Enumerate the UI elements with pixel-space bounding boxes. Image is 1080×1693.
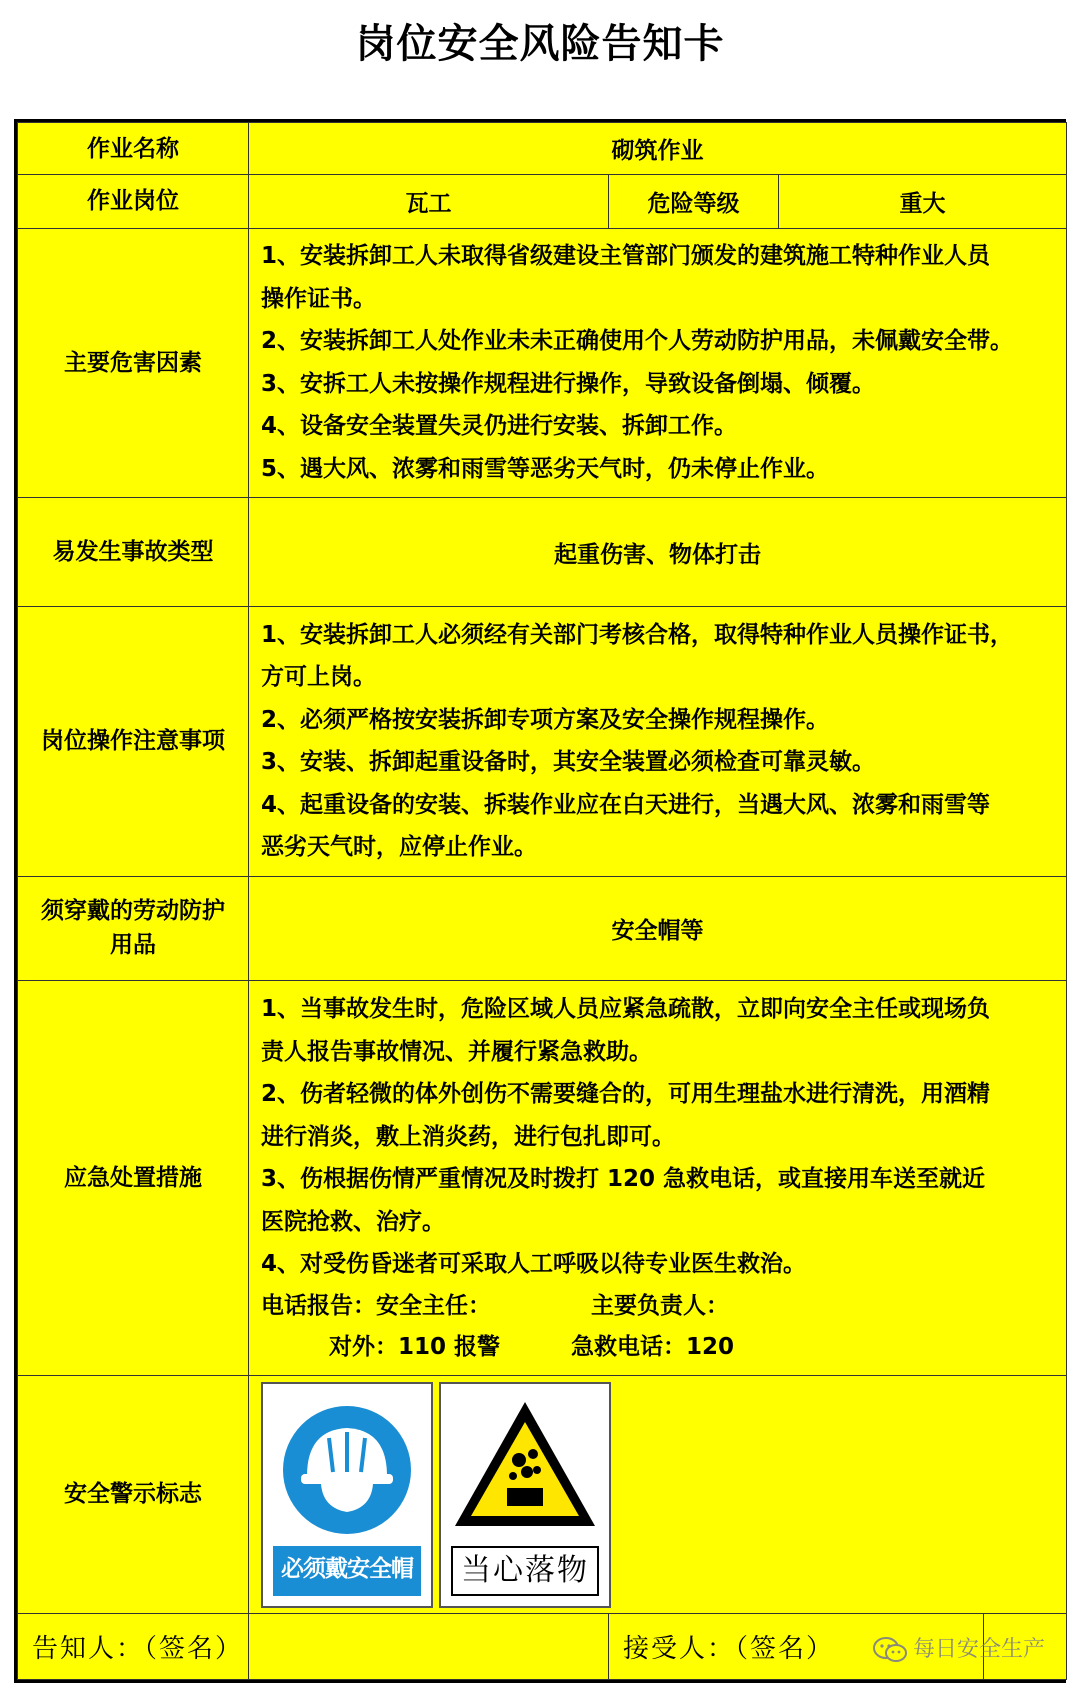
risk-level-value: 重大 (779, 175, 1067, 228)
hazards-label: 主要危害因素 (18, 228, 249, 497)
risk-level-label: 危险等级 (609, 175, 779, 228)
post-value: 瓦工 (249, 175, 609, 228)
hazard-line: 5、遇大风、浓雾和雨雪等恶劣天气时，仍未停止作业。 (261, 455, 830, 482)
ppe-label-line1: 须穿戴的劳动防护 (41, 898, 225, 925)
emergency-line: 1、当事故发生时，危险区域人员应紧急疏散，立即向安全主任或现场负 (261, 996, 991, 1023)
first-aid-phone: 急救电话：120 (571, 1333, 735, 1360)
risk-card (14, 119, 1066, 1683)
hazard-line: 2、安装拆卸工人处作业未未正确使用个人劳动防护用品，未佩戴安全带。 (261, 328, 1014, 355)
emergency-line: 责人报告事故情况、并履行紧急救助。 (261, 1038, 652, 1065)
emergency-line: 3、伤根据伤情严重情况及时拨打 120 急救电话，或直接用车送至就近 (261, 1166, 986, 1193)
post-label: 作业岗位 (18, 175, 249, 228)
hazard-line: 3、安拆工人未按操作规程进行操作，导致设备倒塌、倾覆。 (261, 370, 876, 397)
precaution-line: 方可上岗。 (261, 664, 376, 691)
signs-label: 安全警示标志 (18, 1375, 249, 1613)
watermark-text: 每日安全生产 (912, 1637, 1045, 1662)
external-alarm: 对外：110 报警 (329, 1333, 501, 1360)
notifier-blank (249, 1613, 609, 1679)
precautions-label: 岗位操作注意事项 (18, 607, 249, 876)
work-name-value: 砌筑作业 (249, 123, 1067, 175)
emergency-label: 应急处置措施 (18, 981, 249, 1375)
row-accident-type (18, 497, 1067, 607)
hazard-line: 4、设备安全装置失灵仍进行安装、拆卸工作。 (261, 413, 738, 440)
falling-sign-text: 当心落物 (451, 1546, 599, 1596)
helmet-sign-text: 必须戴安全帽 (273, 1546, 421, 1596)
row-hazards (18, 228, 1067, 497)
ppe-value: 安全帽等 (249, 876, 1067, 981)
precaution-line: 2、必须严格按安装拆卸专项方案及安全操作规程操作。 (261, 706, 830, 733)
helmet-sign (261, 1382, 433, 1608)
emergency-line: 4、对受伤昏迷者可采取人工呼吸以待专业医生救治。 (261, 1251, 807, 1278)
row-post (18, 175, 1067, 228)
wechat-icon (873, 1636, 907, 1664)
ppe-label (18, 876, 249, 981)
emergency-line: 2、伤者轻微的体外创伤不需要缝合的，可用生理盐水进行清洗，用酒精 (261, 1081, 991, 1108)
emergency-list (249, 981, 1067, 1375)
falling-objects-warning-icon (441, 1384, 609, 1544)
hazards-list (249, 228, 1067, 497)
precaution-line: 3、安装、拆卸起重设备时，其安全装置必须检查可靠灵敏。 (261, 749, 876, 776)
work-name-label: 作业名称 (18, 123, 249, 175)
precautions-list (249, 607, 1067, 876)
row-work-name (18, 123, 1067, 175)
row-ppe (18, 876, 1067, 981)
row-emergency (18, 981, 1067, 1375)
phone-report-main: 主要负责人： (591, 1292, 729, 1319)
row-signs (18, 1375, 1067, 1613)
emergency-line: 进行消炎，敷上消炎药，进行包扎即可。 (261, 1123, 675, 1150)
falling-sign (439, 1382, 611, 1608)
accident-type-label: 易发生事故类型 (18, 497, 249, 607)
ppe-label-line2: 用品 (110, 932, 156, 959)
receiver-signature: 接受人：（签名） (609, 1613, 984, 1679)
row-precautions (18, 607, 1067, 876)
page-title: 岗位安全风险告知卡 (355, 21, 725, 67)
phone-report-row (261, 1286, 1056, 1327)
helmet-icon (263, 1384, 431, 1544)
hazard-line: 1、安装拆卸工人未取得省级建设主管部门颁发的建筑施工特种作业人员 (261, 243, 991, 270)
phone-report-safety: 电话报告：安全主任： (261, 1292, 491, 1319)
risk-table (17, 122, 1067, 1680)
notifier-signature: 告知人：（签名） (18, 1613, 249, 1679)
precaution-line: 4、起重设备的安装、拆装作业应在白天进行，当遇大风、浓雾和雨雪等 (261, 791, 991, 818)
watermark-overlay (873, 1632, 1045, 1664)
signs-cell (249, 1375, 1067, 1613)
precaution-line: 恶劣天气时，应停止作业。 (261, 834, 537, 861)
emergency-line: 医院抢救、治疗。 (261, 1208, 445, 1235)
phone-numbers-row (261, 1327, 1056, 1368)
hazard-line: 操作证书。 (261, 285, 376, 312)
accident-type-value: 起重伤害、物体打击 (249, 497, 1067, 607)
precaution-line: 1、安装拆卸工人必须经有关部门考核合格，取得特种作业人员操作证书， (261, 621, 1014, 648)
